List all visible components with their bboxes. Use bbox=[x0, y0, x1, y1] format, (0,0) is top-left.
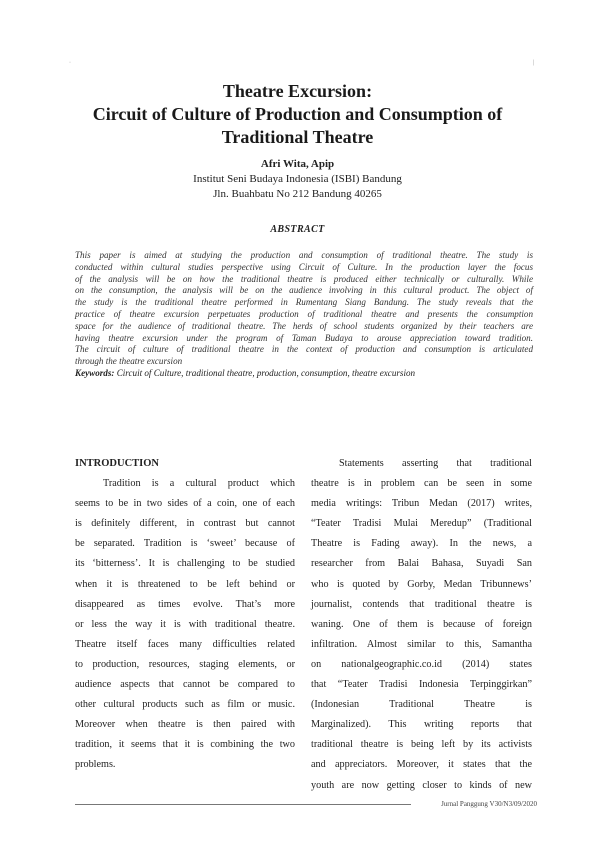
paragraph-line: other cultural products such as film or music. bbox=[75, 699, 295, 711]
footer-journal: Jurnal Panggung V30/N3/09/2020 bbox=[441, 800, 537, 808]
paragraph-line: to production, resources, staging elements, or bbox=[75, 658, 295, 670]
paragraph-line: Marginalized). This writing reports that bbox=[311, 719, 532, 731]
keywords-text: Circuit of Culture, traditional theatre, production, consumption, theatre excursion bbox=[116, 368, 416, 378]
paragraph-line: that “Teater Tradisi Indonesia Terpinggirkan” bbox=[311, 679, 532, 691]
paragraph-line: Tradition is a cultural product which bbox=[103, 478, 295, 490]
abstract-line: practice of theatre excursion perpetuates production of traditional theatre and presents the consumption bbox=[75, 308, 533, 319]
author-names: Afri Wita, Apip bbox=[260, 158, 335, 170]
paragraph-line: tradition, it seems that it is combining the two bbox=[75, 739, 295, 751]
introduction-left-column bbox=[75, 454, 295, 776]
paragraph-line: Moreover when theatre is then paired with bbox=[75, 719, 295, 731]
abstract-line: The circuit of culture of traditional theatre in the context of production and consumption is articulated bbox=[75, 344, 533, 355]
footer-rule bbox=[75, 804, 411, 805]
abstract-line: conducted within cultural studies perspective using Circuit of Culture. In the production layer the focus bbox=[75, 261, 533, 272]
abstract-line: through the theatre excursion bbox=[75, 356, 183, 367]
paragraph-line: when it is threatened to be left behind or bbox=[75, 578, 295, 590]
paragraph-line: and appreciators. Moreover, it states that the bbox=[311, 759, 532, 771]
author-block bbox=[60, 157, 535, 202]
abstract-line: of the analysis will be on how the traditional theatre is produced either technically or culturally. While bbox=[75, 273, 533, 284]
introduction-right-column bbox=[311, 454, 532, 796]
introduction-heading: INTRODUCTION bbox=[75, 458, 160, 469]
abstract-line: the study is the traditional theatre performed in Rumentang Siang Bandung. The study reveals that the bbox=[75, 297, 533, 308]
paragraph-line: Theatre is Fading away). In the news, a bbox=[311, 538, 532, 550]
paper-title bbox=[60, 80, 535, 149]
paragraph-line: audience aspects that cannot be compared to bbox=[75, 679, 295, 691]
paragraph-line: “Teater Tradisi Mulai Meredup” (Traditional bbox=[311, 518, 532, 530]
paragraph-line: media writings: Tribun Medan (2017) writes, bbox=[311, 498, 532, 510]
title-line: Circuit of Culture of Production and Consumption of bbox=[92, 104, 503, 124]
abstract-heading: ABSTRACT bbox=[270, 224, 325, 235]
paragraph-line: on nationalgeographic.co.id (2014) states bbox=[311, 658, 532, 670]
paragraph-line: its ‘bitterness’. It is challenging to be studied bbox=[75, 558, 295, 570]
paragraph-line: researcher from Balai Bahasa, Suyadi San bbox=[311, 558, 532, 570]
paragraph-line: youth are now getting closer to kinds of new bbox=[311, 779, 532, 791]
paragraph-line: journalist, contends that traditional theatre is bbox=[311, 598, 532, 610]
paragraph-line: traditional theatre is being left by its activists bbox=[311, 739, 532, 751]
corner-mark-right: | bbox=[533, 60, 535, 66]
paragraph-line: (Indonesian Traditional Theatre is bbox=[311, 699, 532, 711]
paragraph-line: waning. One of them is because of foreign bbox=[311, 618, 532, 630]
abstract-line: space for the audience of traditional theatre. The herds of school students organized by their teachers are bbox=[75, 320, 533, 331]
paragraph-line: or less the way it is with traditional theatre. bbox=[75, 618, 295, 630]
abstract-line: having theatre excursion under the program of Taman Budaya to arouse appreciation toward tradition. bbox=[75, 332, 533, 343]
paragraph-line: problems. bbox=[75, 759, 116, 771]
title-line: Theatre Excursion: bbox=[222, 81, 373, 101]
author-address: Jln. Buahbatu No 212 Bandung 40265 bbox=[213, 188, 382, 200]
paragraph-line: seems to be in two sides of a coin, one of each bbox=[75, 498, 295, 510]
corner-mark-left: · bbox=[69, 60, 71, 66]
abstract-line: This paper is aimed at studying the production and consumption of traditional theatre. The study is bbox=[75, 250, 533, 260]
keywords bbox=[75, 368, 535, 378]
abstract-body bbox=[75, 250, 533, 368]
keywords-label: Keywords: bbox=[75, 368, 115, 378]
paragraph-line: Statements asserting that traditional bbox=[339, 458, 532, 469]
title-line: Traditional Theatre bbox=[221, 127, 374, 147]
author-affiliation: Institut Seni Budaya Indonesia (ISBI) Bandung bbox=[193, 173, 402, 185]
paragraph-line: disappeared as times evolve. That’s more bbox=[75, 598, 295, 610]
paragraph-line: infiltration. Almost similar to this, Samantha bbox=[311, 638, 532, 650]
paragraph-line: theatre is in problem can be seen in some bbox=[311, 478, 532, 490]
paragraph-line: Theatre itself faces many difficulties related bbox=[75, 638, 295, 650]
paragraph-line: be separated. Tradition is ‘sweet’ because of bbox=[75, 538, 295, 550]
paragraph-line: who is quoted by Gorby, Medan Tribunnews’ bbox=[311, 578, 532, 590]
abstract-line: on the consumption, the analysis will be on the audience involving in this cultural product. The object of bbox=[75, 285, 533, 296]
paragraph-line: is definitely different, in contrast but cannot bbox=[75, 518, 295, 530]
